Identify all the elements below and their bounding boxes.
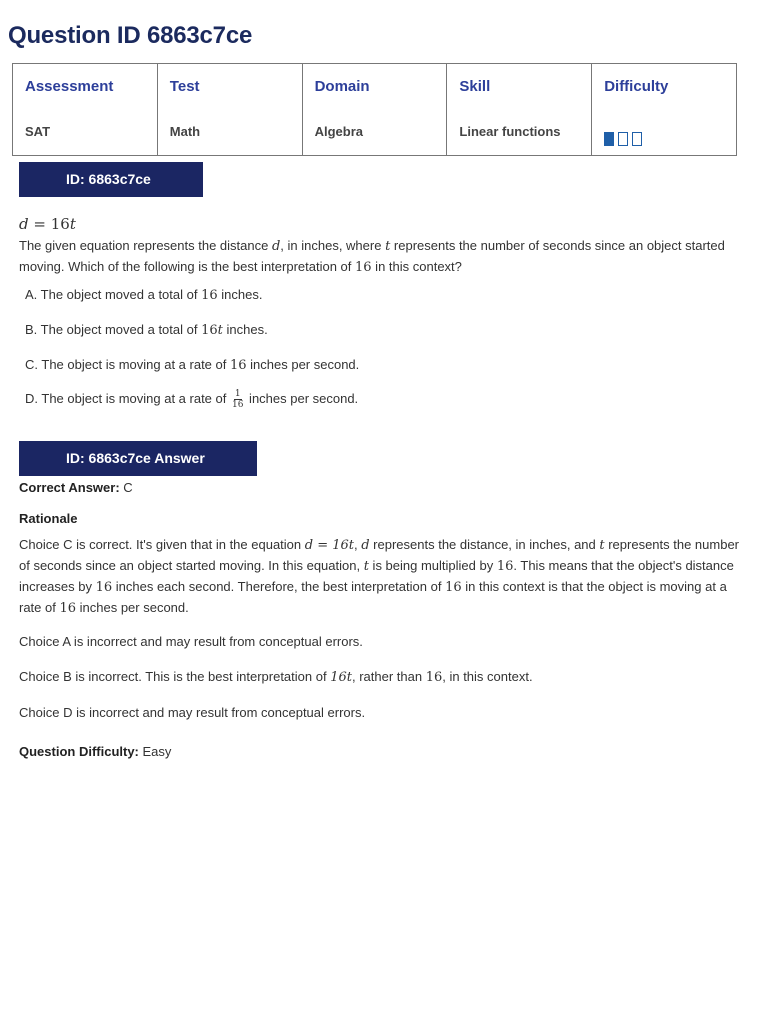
- question-stem: The given equation represents the distance d, in inches, where t represents the number of seconds since an object started moving. Which of the following is the best interpretation of 16 in this context?: [19, 238, 725, 275]
- rationale-body: Choice C is correct. It's given that in the equation d = 16t, d represents the distance, in inches, and t represents the number of seconds since an object started moving. In this equation, t is being multiplied by 16. This means that the object's distance increases by 16 inches each second. Therefore, the best interpretation of 16 in this context is that the object is moving at a rate of 16 inches per second.: [19, 537, 740, 616]
- choice-b[interactable]: B. The object moved a total of 16t inches.: [25, 322, 268, 338]
- meta-header-domain: Domain: [314, 78, 370, 95]
- question-difficulty: Question Difficulty: Easy: [19, 744, 172, 759]
- meta-cell-skill: [447, 64, 592, 156]
- correct-answer: Correct Answer: C: [19, 480, 133, 495]
- meta-header-skill: Skill: [459, 78, 491, 95]
- meta-cell-test: [157, 64, 302, 156]
- equation-var: t: [69, 215, 76, 233]
- question-meta-table: [12, 63, 737, 156]
- equation-lhs: d: [19, 215, 29, 233]
- choice-a-explanation: Choice A is incorrect and may result from conceptual errors.: [19, 634, 363, 649]
- meta-cell-difficulty: [592, 64, 737, 156]
- meta-value-assessment: SAT: [25, 124, 51, 139]
- meta-header-difficulty: Difficulty: [604, 78, 669, 95]
- rationale-heading: Rationale: [19, 511, 78, 526]
- equation: [19, 214, 76, 235]
- meta-cell-domain: [302, 64, 447, 156]
- meta-header-test: Test: [169, 78, 200, 95]
- page-title: Question ID 6863c7ce: [8, 22, 253, 49]
- fraction-1-16: $\frac{1}{16}$: [231, 389, 244, 410]
- difficulty-bar-3: [632, 132, 642, 146]
- answer-id-bar: ID: 6863c7ce Answer: [19, 441, 257, 476]
- question-id-bar: ID: 6863c7ce: [19, 162, 203, 197]
- choice-b-explanation: Choice B is incorrect. This is the best interpretation of 16t, rather than 16, in this context.: [19, 669, 533, 685]
- choice-d-explanation: Choice D is incorrect and may result from conceptual errors.: [19, 705, 366, 720]
- choice-a[interactable]: A. The object moved a total of 16 inches.: [25, 287, 263, 303]
- choice-c[interactable]: C. The object is moving at a rate of 16 inches per second.: [25, 357, 360, 373]
- meta-value-test: Math: [169, 124, 201, 139]
- meta-value-domain: Algebra: [314, 124, 363, 139]
- equation-eq: = 16: [28, 215, 70, 233]
- meta-cell-assessment: [13, 64, 158, 156]
- meta-value-skill: Linear functions: [459, 124, 561, 139]
- difficulty-bar-1: [604, 132, 614, 146]
- choice-d[interactable]: D. The object is moving at a rate of $\frac{1}{16}$ inches per second.: [25, 389, 359, 410]
- difficulty-indicator: [604, 132, 642, 146]
- meta-header-assessment: Assessment: [25, 78, 114, 95]
- difficulty-bar-2: [618, 132, 628, 146]
